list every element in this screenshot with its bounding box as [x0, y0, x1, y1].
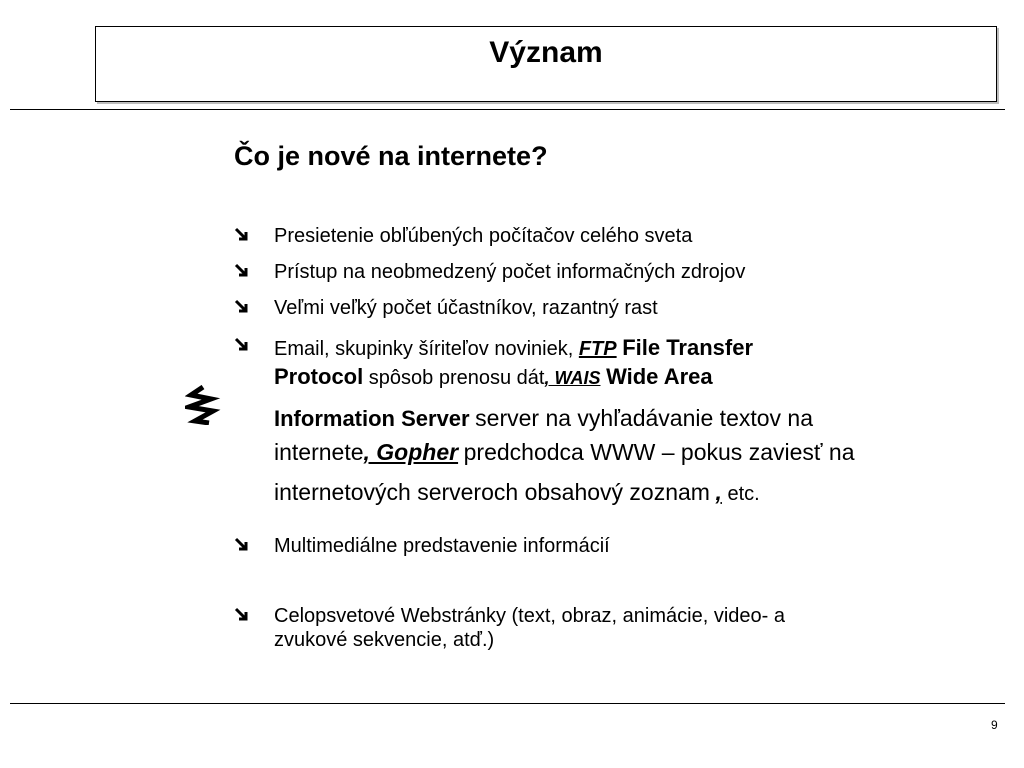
email-line-3	[274, 402, 974, 436]
gopher-desc: predchodca WWW – pokus zaviesť na	[463, 439, 855, 465]
web-item-line-2: zvukové sekvencie, atď.)	[274, 629, 495, 651]
email-line-1	[274, 334, 974, 363]
list-item-text: Presietenie obľúbených počítačov celého sveta	[274, 225, 693, 247]
gopher-term: , Gopher	[363, 439, 459, 465]
bottom-rule	[10, 703, 1005, 704]
zigzag-decor-icon	[185, 385, 225, 425]
internete-word: internete	[274, 439, 364, 465]
arrow-bullet-icon	[234, 337, 252, 353]
list-item-text: Veľmi veľký počet účastníkov, razantný rast	[274, 297, 658, 319]
email-line-2	[274, 363, 974, 392]
protocol-word: Protocol	[274, 364, 364, 389]
email-line-5	[274, 476, 974, 510]
arrow-bullet-icon	[234, 299, 252, 315]
etc-text: etc.	[727, 483, 760, 505]
ftp-term: FTP	[578, 338, 617, 360]
web-item-line-1: Celopsvetové Webstránky (text, obraz, animácie, video- a	[274, 605, 785, 627]
arrow-bullet-icon	[234, 227, 252, 243]
top-rule	[10, 109, 1005, 110]
email-line-4	[274, 436, 974, 470]
list-item-text: Prístup na neobmedzený počet informačných zdrojov	[274, 261, 746, 283]
arrow-bullet-icon	[234, 537, 252, 553]
arrow-bullet-icon	[234, 607, 252, 623]
list-item-text: Multimediálne predstavenie informácií	[274, 535, 610, 557]
transfer-text: spôsob prenosu dát	[368, 367, 545, 389]
wais-full-name-1: Wide Area	[606, 364, 713, 389]
arrow-bullet-icon	[234, 263, 252, 279]
last-line-text: internetových serveroch obsahový zoznam	[274, 479, 710, 505]
wais-desc: server na vyhľadávanie textov na	[475, 405, 814, 431]
title-box	[95, 26, 997, 102]
comma-mark: ,	[715, 479, 722, 505]
wais-term: , WAIS	[544, 368, 601, 388]
email-text: Email, skupinky šíriteľov noviniek,	[274, 338, 574, 360]
wais-full-name-2: Information Server	[274, 406, 470, 431]
list-item-text	[274, 604, 974, 652]
slide-title: Význam	[489, 36, 603, 69]
page-number: 9	[991, 718, 998, 732]
ftp-full-name: File Transfer	[622, 335, 754, 360]
slide-question: Čo je nové na internete?	[234, 141, 548, 171]
email-item-text	[274, 334, 974, 510]
